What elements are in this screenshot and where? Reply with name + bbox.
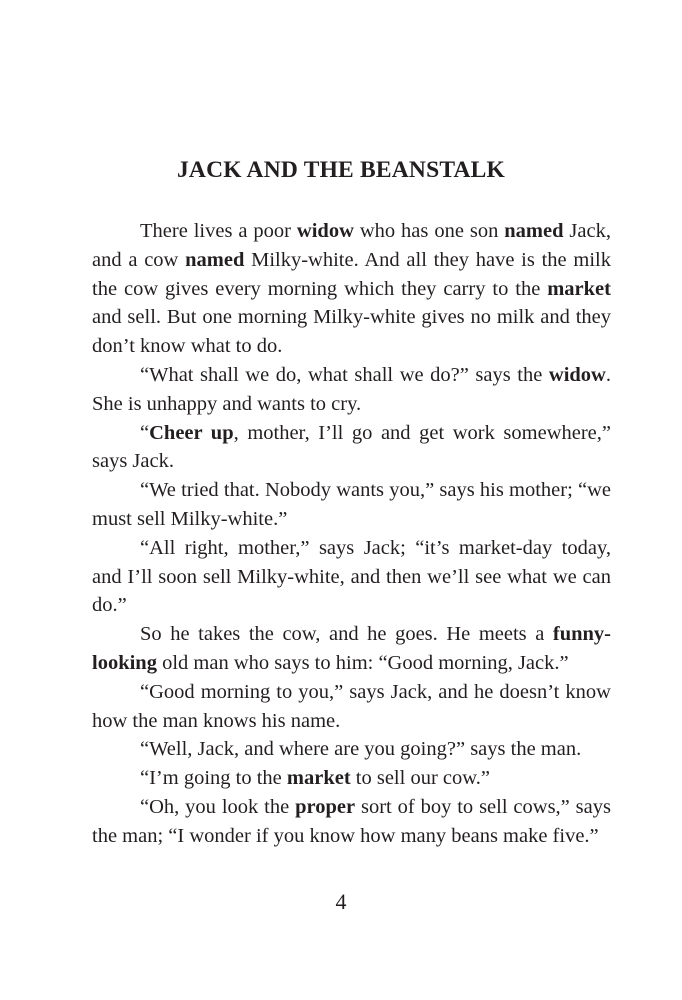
text-run: “Oh, you look the (140, 795, 296, 818)
paragraph (92, 678, 611, 736)
bold-word: named (504, 220, 564, 242)
paragraph (92, 534, 611, 620)
bold-word: funny-looking (92, 623, 611, 674)
text-run: . She is unhappy and wants to cry. (92, 363, 611, 415)
paragraph (92, 419, 611, 477)
text-run: “Well, Jack, and where are you going?” says the man. (140, 738, 582, 761)
text-run: , mother, I’ll go and get work somewhere,” says Jack. (92, 421, 612, 473)
text-run: “What shall we do, what shall we do?” says the (140, 363, 549, 386)
bold-word: market (547, 277, 611, 300)
bold-word: proper (295, 795, 356, 818)
page-title: JACK AND THE BEANSTALK (176, 157, 506, 183)
text-run: “We tried that. Nobody wants you,” says his mother; “we must sell Milky-white.” (92, 479, 611, 530)
text-run: Jack, and a cow (92, 220, 611, 271)
text-run: There lives a poor (140, 220, 297, 242)
bold-word: market (286, 767, 351, 790)
bold-word: widow (296, 220, 354, 242)
bold-word: Cheer up (149, 421, 234, 444)
text-run: “All right, mother,” says Jack; “it’s market-day today, and I’ll soon sell Milky-white, and then we’ll see what we can do.” (92, 536, 611, 617)
page-number: 4 (335, 889, 347, 914)
text-run: So he takes the cow, and he goes. He meets a (140, 623, 553, 646)
text-run: and sell. But one morning Milky-white gives no milk and they don’t know what to do. (92, 306, 611, 358)
text-run: Milky-white. And all they have is the milk the cow gives every morning which they carry to the (92, 248, 611, 300)
text-run: to sell our cow.” (350, 767, 490, 790)
text-run: “ (140, 421, 150, 444)
paragraph (92, 793, 611, 851)
bold-word: widow (548, 363, 606, 386)
paragraph (92, 361, 611, 419)
story-text (92, 217, 611, 851)
text-run: old man who says to him: “Good morning, Jack.” (156, 651, 569, 674)
paragraph (92, 476, 611, 534)
paragraph (92, 735, 611, 764)
text-run: “I’m going to the (140, 767, 287, 790)
paragraph (92, 620, 611, 678)
text-run: who has one son (353, 220, 505, 242)
paragraph (92, 217, 611, 361)
bold-word: named (185, 248, 245, 271)
text-run: “Good morning to you,” says Jack, and he doesn’t know how the man knows his name. (92, 680, 611, 732)
paragraph (92, 764, 611, 793)
text-run: sort of boy to sell cows,” says the man; “I wonder if you know how many beans make five.” (92, 795, 611, 847)
